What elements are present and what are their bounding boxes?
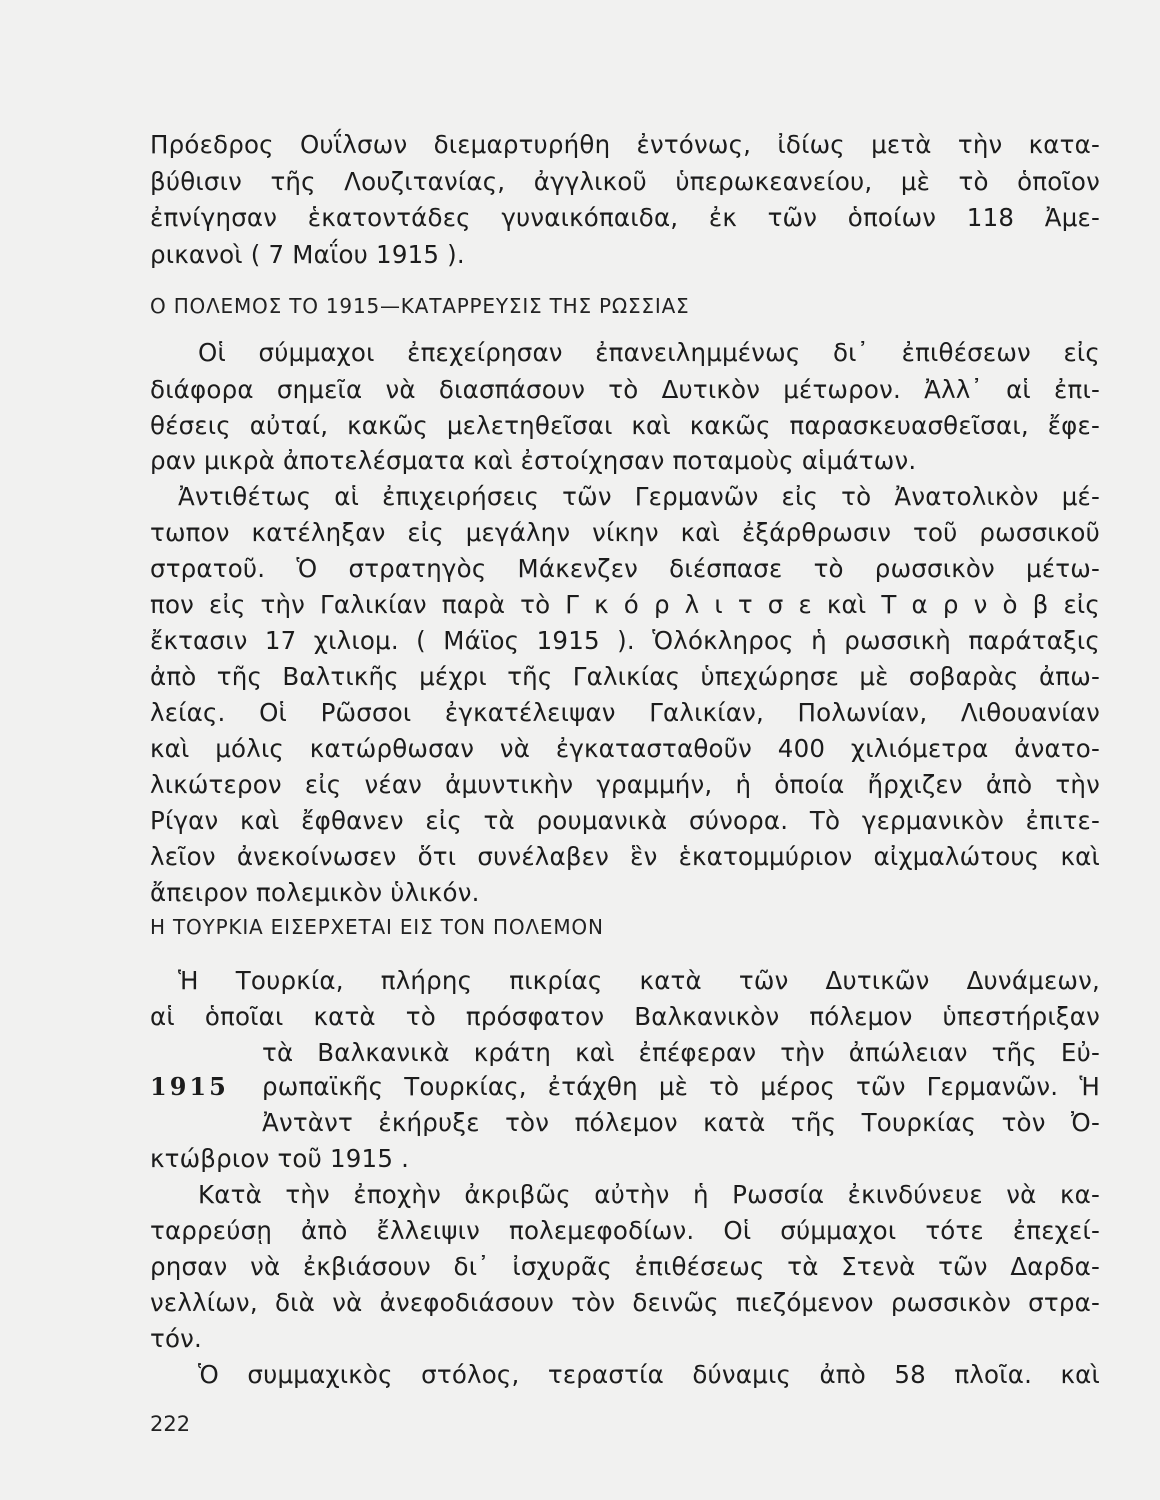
text-line: λείας. Οἱ Ρῶσσοι ἐγκατέλειψαν Γαλικίαν, Πολωνίαν, Λιθουανίαν <box>150 698 1100 727</box>
page-number: 222 <box>150 1412 191 1436</box>
text-line: νελλίων, διὰ νὰ ἀνεφοδιάσουν τὸν δεινῶς πιεζόμενον ρωσσικὸν στρα- <box>150 1288 1100 1317</box>
text-line: Ἀντιθέτως αἱ ἐπιχειρήσεις τῶν Γερμανῶν εἰς τὸ Ἀνατολικὸν μέ- <box>178 482 1100 511</box>
text-line: ρικανοὶ ( 7 Μαΐου 1915 ). <box>150 240 465 269</box>
text-line: ρησαν νὰ ἐκβιάσουν δι᾽ ἰσχυρᾶς ἐπιθέσεως τὰ Στενὰ τῶν Δαρδα- <box>150 1252 1100 1281</box>
section-heading-russia: Ο ΠΟΛΕΜΟΣ ΤΟ 1915—ΚΑΤΑΡΡΕΥΣΙΣ ΤΗΣ ΡΩΣΣΙΑΣ <box>150 294 690 318</box>
text-line: στρατοῦ. Ὁ στρατηγὸς Μάκενζεν διέσπασε τὸ ρωσσικὸν μέτω- <box>150 554 1100 583</box>
text-line: βύθισιν τῆς Λουζιτανίας, ἀγγλικοῦ ὑπερωκεανείου, μὲ τὸ ὁποῖον <box>150 167 1100 196</box>
text-line: τόν. <box>150 1324 203 1353</box>
text-line: Οἱ σύμμαχοι ἐπεχείρησαν ἐπανειλημμένως δι᾽ ἐπιθέσεων εἰς <box>198 338 1100 367</box>
text-line: κτώβριον τοῦ 1915 . <box>150 1144 410 1173</box>
text-line: πον εἰς τὴν Γαλικίαν παρὰ τὸ Γ κ ό ρ λ ι τ σ ε καὶ Τ α ρ ν ὸ β εἰς <box>150 590 1100 619</box>
text-line: αἱ ὁποῖαι κατὰ τὸ πρόσφατον Βαλκανικὸν πόλεμον ὑπεστήριξαν <box>150 1002 1100 1031</box>
text-line: τωπον κατέληξαν εἰς μεγάλην νίκην καὶ ἐξάρθρωσιν τοῦ ρωσσικοῦ <box>150 518 1100 547</box>
text-line: Πρόεδρος Ουΐλσων διεμαρτυρήθη ἐντόνως, ἰδίως μετὰ τὴν κατα- <box>150 130 1100 159</box>
text-line: ἄπειρον πολεμικὸν ὑλικόν. <box>150 878 480 907</box>
text-line: Κατὰ τὴν ἐποχὴν ἀκριβῶς αὐτὴν ἡ Ρωσσία ἐκινδύνευε νὰ κα- <box>198 1180 1100 1209</box>
margin-year-note: 1915 <box>150 1072 229 1101</box>
text-line: Ἀντὰντ ἐκήρυξε τὸν πόλεμον κατὰ τῆς Τουρκίας τὸν Ὀ- <box>262 1108 1100 1137</box>
text-line: Ὁ συμμαχικὸς στόλος, τεραστία δύναμις ἀπὸ 58 πλοῖα. καὶ <box>198 1360 1100 1389</box>
text-line: τὰ Βαλκανικὰ κράτη καὶ ἐπέφεραν τὴν ἀπώλειαν τῆς Εὐ- <box>262 1038 1100 1067</box>
section-heading-turkey: Η ΤΟΥΡΚΙΑ ΕΙΣΕΡΧΕΤΑΙ ΕΙΣ ΤΟΝ ΠΟΛΕΜΟΝ <box>150 915 604 939</box>
text-line: καὶ μόλις κατώρθωσαν νὰ ἐγκατασταθοῦν 400 χιλιόμετρα ἀνατο- <box>150 734 1100 763</box>
text-line: ἀπὸ τῆς Βαλτικῆς μέχρι τῆς Γαλικίας ὑπεχώρησε μὲ σοβαρὰς ἀπω- <box>150 662 1100 691</box>
text-line: ἐπνίγησαν ἑκατοντάδες γυναικόπαιδα, ἐκ τῶν ὁποίων 118 Ἀμε- <box>150 203 1100 232</box>
text-line: διάφορα σημεῖα νὰ διασπάσουν τὸ Δυτικὸν μέτωρον. Ἀλλ᾽ αἱ ἐπι- <box>150 375 1100 404</box>
text-line: λεῖον ἀνεκοίνωσεν ὅτι συνέλαβεν ἓν ἑκατομμύριον αἰχμαλώτους καὶ <box>150 842 1100 871</box>
text-line: ταρρεύσῃ ἀπὸ ἔλλειψιν πολεμεφοδίων. Οἱ σύμμαχοι τότε ἐπεχεί- <box>150 1216 1100 1245</box>
text-line: Ἡ Τουρκία, πλήρης πικρίας κατὰ τῶν Δυτικῶν Δυνάμεων, <box>178 966 1100 995</box>
text-line: θέσεις αὐταί, κακῶς μελετηθεῖσαι καὶ κακῶς παρασκευασθεῖσαι, ἔφε- <box>150 411 1100 440</box>
text-line: ρωπαϊκῆς Τουρκίας, ἐτάχθη μὲ τὸ μέρος τῶν Γερμανῶν. Ἡ <box>262 1072 1100 1101</box>
text-line: λικώτερον εἰς νέαν ἀμυντικὴν γραμμήν, ἡ ὁποία ἤρχιζεν ἀπὸ τὴν <box>150 770 1100 799</box>
text-line: ἔκτασιν 17 χιλιομ. ( Μάϊος 1915 ). Ὁλόκληρος ἡ ρωσσικὴ παράταξις <box>150 626 1100 655</box>
text-line: ραν μικρὰ ἀποτελέσματα καὶ ἐστοίχησαν ποταμοὺς αἱμάτων. <box>150 446 917 475</box>
text-line: Ρίγαν καὶ ἔφθανεν εἰς τὰ ρουμανικὰ σύνορα. Τὸ γερμανικὸν ἐπιτε- <box>150 806 1100 835</box>
